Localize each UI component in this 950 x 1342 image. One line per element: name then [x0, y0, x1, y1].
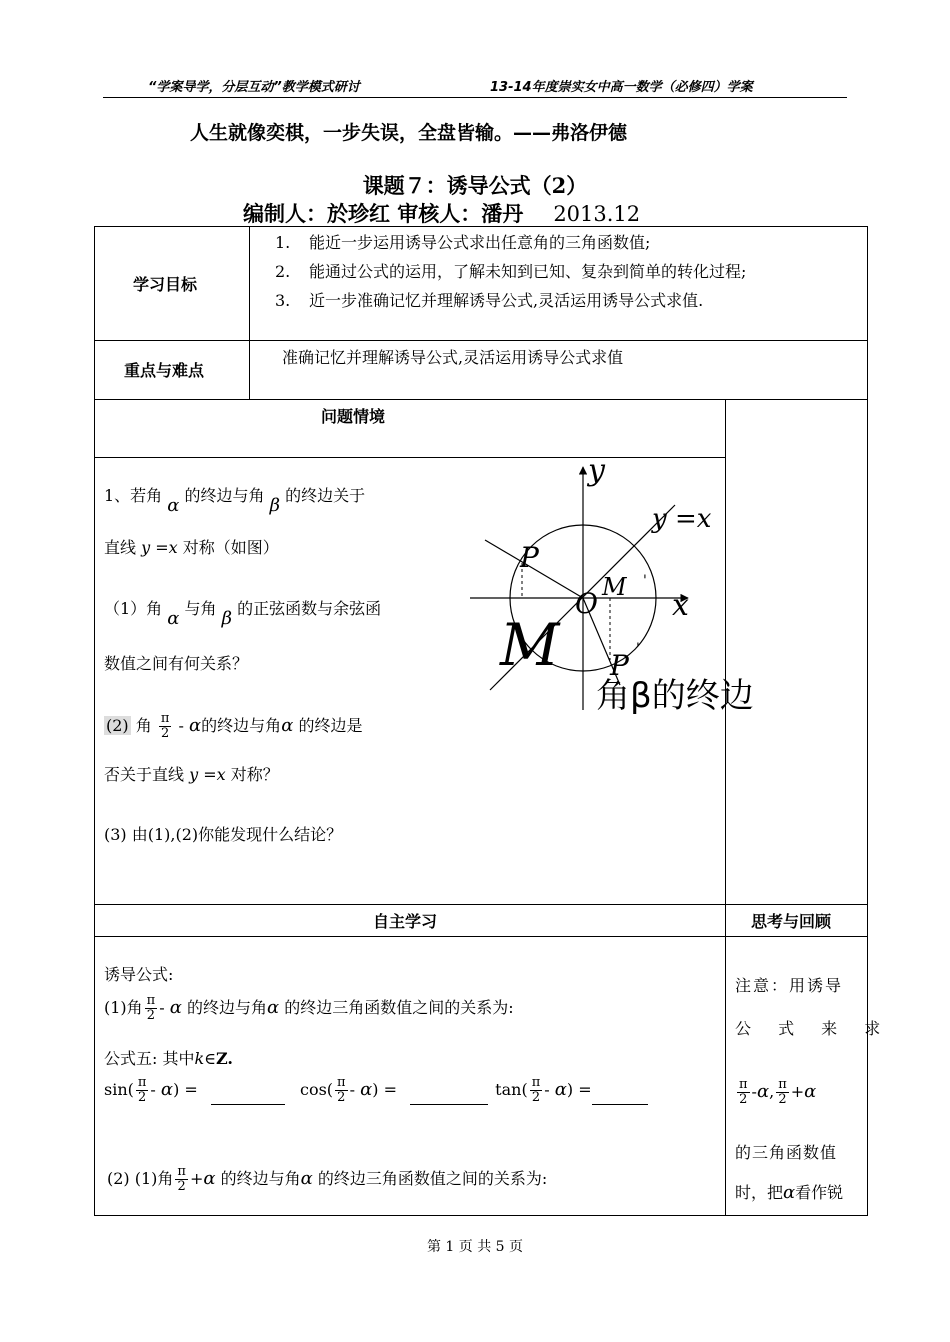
page-footer: 第 1 页 共 5 页 [426, 1239, 524, 1255]
prime-mark: ' [636, 641, 640, 657]
objective-text: 近一步准确记忆并理解诱导公式,灵活运用诱导公式求值. [309, 291, 704, 310]
label-x-axis: x [672, 588, 689, 623]
formula-5-equations [104, 1076, 648, 1105]
key-points-label: 重点与难点 [124, 361, 205, 380]
alpha-symbol: α [167, 608, 180, 629]
answer-blank-sin[interactable] [211, 1104, 285, 1105]
fraction-pi-over-2 [159, 712, 172, 741]
page-title: 课题７：诱导公式（2） [362, 173, 588, 198]
text: - [150, 1080, 156, 1099]
denominator: 2 [146, 1008, 156, 1023]
review-line3: 的三角函数值 [735, 1143, 838, 1162]
numerator: π [137, 1075, 147, 1090]
denominator: 2 [337, 1090, 346, 1105]
header-left: “学案导学，分层互动”教学模式研讨 [148, 80, 360, 95]
objective-text: 能通过公式的运用，了解未知到已知、复杂到简单的转化过程; [309, 262, 747, 281]
numerator: π [531, 1075, 541, 1090]
text: 1、若角 [104, 486, 163, 505]
alpha-symbol: α [804, 1081, 817, 1102]
alpha-symbol: α [554, 1079, 567, 1100]
denominator: 2 [531, 1090, 541, 1105]
denominator: 2 [177, 1179, 186, 1194]
label-P: P [520, 541, 539, 574]
text: 的终边是 [298, 716, 363, 735]
q1-line2 [104, 535, 279, 558]
fraction-pi-over-2 [737, 1078, 750, 1107]
header-rule [103, 97, 847, 98]
text: - [349, 1080, 355, 1099]
review-line2: 公 式 来 求 [735, 1019, 892, 1038]
text: 的终边与角 [220, 1169, 301, 1188]
beta-symbol: β [221, 608, 233, 629]
authors-text: 编制人：於珍红 审核人：潘丹 [243, 201, 524, 226]
formula-1 [104, 994, 514, 1023]
var-x: x [216, 765, 226, 784]
text: ) = [372, 1080, 397, 1099]
divider [95, 936, 867, 937]
alpha-symbol: α [281, 715, 294, 736]
q3: (3) 由(1),(2)你能发现什么结论？ [104, 825, 343, 844]
label-P-prime: P [610, 649, 629, 682]
fraction-pi-over-2 [530, 1076, 543, 1105]
var-y: y [141, 538, 151, 557]
set-Z: Z. [216, 1049, 233, 1068]
text: 否关于直线 [104, 765, 185, 784]
text: ) = [566, 1080, 592, 1099]
sin: sin( [104, 1080, 134, 1099]
numerator: π [337, 1075, 346, 1090]
alpha-symbol: α [160, 1079, 174, 1100]
alpha-symbol: α [783, 1182, 796, 1203]
objective-item [275, 259, 746, 282]
formula-intro: 诱导公式: [104, 965, 174, 984]
date: 2013.12 [553, 202, 641, 226]
divider [249, 227, 250, 340]
text: 对称（如图） [182, 538, 279, 557]
cos: cos( [300, 1080, 334, 1099]
numerator: π [146, 993, 156, 1008]
objectives-label: 学习目标 [133, 275, 198, 294]
beta-symbol: β [269, 495, 281, 516]
text: 的终边与角 [201, 716, 282, 735]
fraction-pi-over-2 [145, 994, 158, 1023]
text: - [751, 1082, 757, 1101]
numerator: π [160, 711, 170, 726]
denominator: 2 [739, 1092, 748, 1107]
divider [95, 340, 867, 341]
text: = [203, 765, 217, 784]
label-beta-terminal: 角β的终边 [596, 676, 754, 716]
label-M: M [500, 611, 560, 679]
numerator: π [739, 1077, 748, 1092]
text: 公式五: 其中 [104, 1049, 195, 1068]
objective-num: 2. [275, 262, 291, 281]
fraction-pi-over-2 [335, 1076, 348, 1105]
alpha-symbol: α [300, 1168, 313, 1189]
review-line-formula [735, 1078, 816, 1107]
unit-circle-figure [460, 453, 754, 725]
denominator: 2 [161, 726, 170, 741]
text: 直线 [104, 538, 137, 557]
text: 的终边与角 [184, 486, 265, 505]
alpha-symbol: α [189, 715, 202, 736]
text: 时，把 [735, 1183, 784, 1202]
q1-1-line2: 数值之间有何关系？ [104, 654, 249, 673]
objective-item [275, 230, 650, 253]
text: 看作锐 [795, 1183, 844, 1202]
text: 的终边关于 [285, 486, 366, 505]
label-line: y =x [652, 504, 712, 534]
alpha-symbol: α [169, 997, 182, 1018]
label-y-axis: y [588, 453, 605, 488]
numerator: π [177, 1164, 186, 1179]
q2-line2 [104, 762, 279, 785]
alpha-symbol: α [167, 495, 180, 516]
objective-num: 1. [275, 233, 291, 252]
text: 的正弦函数与余弦函 [237, 599, 382, 618]
text: (1)角 [104, 998, 143, 1017]
text: 角 [135, 716, 152, 735]
alpha-symbol: α [756, 1081, 770, 1102]
text: （1）角 [104, 599, 163, 618]
denominator: 2 [138, 1090, 147, 1105]
formula-2 [107, 1165, 547, 1194]
label-M-prime: M [602, 573, 627, 601]
divider [95, 904, 867, 905]
formula-5 [104, 1046, 233, 1069]
review-label: 思考与回顾 [751, 912, 832, 931]
alpha-symbol: α [203, 1168, 216, 1189]
text: 对称？ [230, 765, 279, 784]
var-x: x [168, 538, 178, 557]
text: 的终边三角函数值之间的关系为: [317, 1169, 548, 1188]
fraction-pi-over-2 [136, 1076, 149, 1105]
objective-text: 能近一步运用诱导公式求出任意角的三角函数值; [309, 233, 651, 252]
answer-blank-tan[interactable] [592, 1104, 648, 1105]
situation-label: 问题情境 [321, 407, 386, 426]
fraction-pi-over-2 [175, 1165, 188, 1194]
review-line1: 注意：用诱导 [735, 976, 844, 995]
q2-line1 [104, 712, 362, 741]
q1-1-line1 [104, 596, 382, 629]
text: - [178, 716, 184, 735]
prime-mark: ' [643, 573, 647, 589]
text: - [159, 998, 165, 1017]
self-study-label: 自主学习 [373, 912, 438, 931]
text: = [155, 538, 169, 557]
fraction-pi-over-2 [776, 1078, 789, 1107]
q1-line1 [104, 483, 366, 516]
answer-blank-cos[interactable] [410, 1104, 488, 1105]
q2-number: (2) [106, 716, 129, 735]
alpha-symbol: α [266, 997, 280, 1018]
text: (2) (1)角 [107, 1169, 174, 1188]
var-y: y [189, 765, 199, 784]
divider [249, 340, 250, 399]
text: 与角 [184, 599, 217, 618]
text: 的终边三角函数值之间的关系为: [284, 998, 514, 1017]
tan: tan( [495, 1080, 528, 1099]
text: - [544, 1080, 550, 1099]
header-right: 13-14年度崇实女中高一数学（必修四）学案 [490, 80, 753, 95]
alpha-symbol: α [360, 1079, 373, 1100]
objective-num: 3. [275, 291, 291, 310]
text: , [769, 1082, 775, 1101]
key-points-text: 准确记忆并理解诱导公式,灵活运用诱导公式求值 [282, 348, 624, 367]
denominator: 2 [778, 1092, 787, 1107]
quote: 人生就像奕棋，一步失误，全盘皆输。——弗洛伊德 [190, 122, 628, 144]
review-line4 [735, 1180, 843, 1203]
objective-item [275, 288, 703, 311]
text: 的终边与角 [186, 998, 267, 1017]
label-O: O [575, 587, 598, 620]
text: ) = [173, 1080, 198, 1099]
authors [243, 198, 640, 228]
text: ∈ [204, 1049, 217, 1068]
text: + [189, 1169, 204, 1188]
divider [95, 399, 867, 400]
numerator: π [778, 1077, 787, 1092]
var-k: k [194, 1049, 205, 1068]
text: + [790, 1082, 805, 1101]
